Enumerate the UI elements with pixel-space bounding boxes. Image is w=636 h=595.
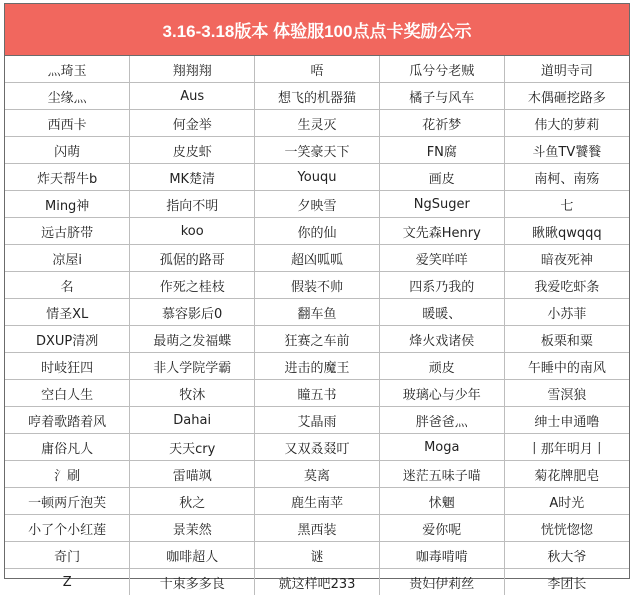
winner-name-cell: 远古脐带 <box>5 218 130 245</box>
notice-panel <box>4 3 630 579</box>
winner-name-cell: NgSuger <box>379 191 504 218</box>
winner-name-cell: 假装不帅 <box>255 272 380 299</box>
winner-name-cell: 空白人生 <box>5 380 130 407</box>
table-row <box>5 353 629 380</box>
table-row <box>5 83 629 110</box>
winner-name-cell: 西西卡 <box>5 110 130 137</box>
winner-name-cell: DXUP清冽 <box>5 326 130 353</box>
winner-name-cell: 南柯、南殇 <box>504 164 629 191</box>
winner-name-cell: 伟大的萝莉 <box>504 110 629 137</box>
winner-name-cell: 恍恍惚惚 <box>504 515 629 542</box>
winner-name-cell: 就这样吧233 <box>255 569 380 595</box>
winner-name-cell: 进击的魔王 <box>255 353 380 380</box>
winner-name-cell: 画皮 <box>379 164 504 191</box>
table-row <box>5 110 629 137</box>
winner-name-cell: 天天cry <box>130 434 255 461</box>
table-row <box>5 56 629 83</box>
winner-name-cell: 烽火戏诸侯 <box>379 326 504 353</box>
winner-name-cell: 小了个小红莲 <box>5 515 130 542</box>
winner-name-cell: 景茉然 <box>130 515 255 542</box>
winner-name-cell: 迷茫五味子喵 <box>379 461 504 488</box>
winner-name-cell: 十束多多良 <box>130 569 255 595</box>
winner-name-cell: 暗夜死神 <box>504 245 629 272</box>
winner-name-cell: 七 <box>504 191 629 218</box>
winner-name-cell: 唔 <box>255 56 380 83</box>
winner-name-cell: Youqu <box>255 164 380 191</box>
winner-name-cell: 橘子与风车 <box>379 83 504 110</box>
winners-table-body <box>5 56 629 595</box>
table-row <box>5 191 629 218</box>
table-row <box>5 488 629 515</box>
winner-name-cell: 丨那年明月丨 <box>504 434 629 461</box>
winner-name-cell: 慕容影后0 <box>130 299 255 326</box>
table-row <box>5 542 629 569</box>
table-row <box>5 218 629 245</box>
winner-name-cell: 超凶呱呱 <box>255 245 380 272</box>
winner-name-cell: 午睡中的南风 <box>504 353 629 380</box>
winner-name-cell: 胖爸爸灬 <box>379 407 504 434</box>
table-row <box>5 245 629 272</box>
winner-name-cell: 小苏菲 <box>504 299 629 326</box>
winner-name-cell: 孤倨的路哥 <box>130 245 255 272</box>
winner-name-cell: 非人学院学霸 <box>130 353 255 380</box>
table-row <box>5 461 629 488</box>
table-row <box>5 569 629 595</box>
winner-name-cell: 李团长 <box>504 569 629 595</box>
winner-name-cell: 花祈梦 <box>379 110 504 137</box>
winner-name-cell: 鹿生南苹 <box>255 488 380 515</box>
winner-name-cell: 狂赛之车前 <box>255 326 380 353</box>
table-row <box>5 515 629 542</box>
winner-name-cell: 生灵灭 <box>255 110 380 137</box>
winner-name-cell: 时岐狂四 <box>5 353 130 380</box>
winner-name-cell: 谜 <box>255 542 380 569</box>
winner-name-cell: 斗鱼TV饕餮 <box>504 137 629 164</box>
winner-name-cell: 情圣XL <box>5 299 130 326</box>
winner-name-cell: 牧沐 <box>130 380 255 407</box>
winner-name-cell: 瞅瞅qwqqq <box>504 218 629 245</box>
winner-name-cell: 咖啡超人 <box>130 542 255 569</box>
winner-name-cell: 瞳五书 <box>255 380 380 407</box>
table-row <box>5 407 629 434</box>
table-row <box>5 434 629 461</box>
winner-name-cell: 何金举 <box>130 110 255 137</box>
winners-table <box>5 56 629 595</box>
winner-name-cell: 板栗和粟 <box>504 326 629 353</box>
winner-name-cell: 木偶砸挖路多 <box>504 83 629 110</box>
winner-name-cell: 雷喵飒 <box>130 461 255 488</box>
winner-name-cell: 道明寺司 <box>504 56 629 83</box>
winner-name-cell: 最萌之发福蝶 <box>130 326 255 353</box>
winner-name-cell: FN腐 <box>379 137 504 164</box>
winner-name-cell: 奇门 <box>5 542 130 569</box>
winner-name-cell: 氵刷 <box>5 461 130 488</box>
table-row <box>5 326 629 353</box>
winner-name-cell: 凉屋i <box>5 245 130 272</box>
winner-name-cell: Z <box>5 569 130 595</box>
winner-name-cell: 文先森Henry <box>379 218 504 245</box>
winner-name-cell: A时光 <box>504 488 629 515</box>
table-row <box>5 380 629 407</box>
winner-name-cell: 玻璃心与少年 <box>379 380 504 407</box>
winner-name-cell: 哼着歌踏着风 <box>5 407 130 434</box>
winner-name-cell: 瓜兮兮老贼 <box>379 56 504 83</box>
winner-name-cell: 暖暖、 <box>379 299 504 326</box>
winner-name-cell: Ming神 <box>5 191 130 218</box>
winner-name-cell: 黑西装 <box>255 515 380 542</box>
winner-name-cell: 作死之桂枝 <box>130 272 255 299</box>
winner-name-cell: 怵魍 <box>379 488 504 515</box>
winner-name-cell: 翔翔翔 <box>130 56 255 83</box>
winner-name-cell: MK楚清 <box>130 164 255 191</box>
winner-name-cell: Dahai <box>130 407 255 434</box>
winner-name-cell: 咖毒啃啃 <box>379 542 504 569</box>
winner-name-cell: 名 <box>5 272 130 299</box>
winner-name-cell: 一顿两斤泡芙 <box>5 488 130 515</box>
winner-name-cell: 贵妇伊莉丝 <box>379 569 504 595</box>
winner-name-cell: 一笑豪天下 <box>255 137 380 164</box>
winner-name-cell: 莫离 <box>255 461 380 488</box>
table-row <box>5 299 629 326</box>
winner-name-cell: 顽皮 <box>379 353 504 380</box>
winner-name-cell: 指向不明 <box>130 191 255 218</box>
winner-name-cell: 四系乃我的 <box>379 272 504 299</box>
winner-name-cell: 秋之 <box>130 488 255 515</box>
notice-title: 3.16-3.18版本 体验服100点点卡奖励公示 <box>5 4 629 56</box>
table-row <box>5 137 629 164</box>
winner-name-cell: Aus <box>130 83 255 110</box>
winner-name-cell: 灬琦玉 <box>5 56 130 83</box>
winner-name-cell: 翻车鱼 <box>255 299 380 326</box>
winner-name-cell: koo <box>130 218 255 245</box>
winner-name-cell: 雪溟狼 <box>504 380 629 407</box>
winner-name-cell: 炸天帮牛b <box>5 164 130 191</box>
table-row <box>5 164 629 191</box>
winner-name-cell: 爱你呢 <box>379 515 504 542</box>
winner-name-cell: Moga <box>379 434 504 461</box>
winner-name-cell: 艾晶雨 <box>255 407 380 434</box>
winner-name-cell: 皮皮虾 <box>130 137 255 164</box>
winner-name-cell: 我爱吃虾条 <box>504 272 629 299</box>
winner-name-cell: 想飞的机器猫 <box>255 83 380 110</box>
winner-name-cell: 爱笑咩咩 <box>379 245 504 272</box>
winner-name-cell: 尘缘灬 <box>5 83 130 110</box>
winner-name-cell: 菊花牌肥皂 <box>504 461 629 488</box>
winner-name-cell: 夕映雪 <box>255 191 380 218</box>
winner-name-cell: 又双叒叕叮 <box>255 434 380 461</box>
winner-name-cell: 绅士申通噜 <box>504 407 629 434</box>
table-row <box>5 272 629 299</box>
winner-name-cell: 闪萌 <box>5 137 130 164</box>
winner-name-cell: 你的仙 <box>255 218 380 245</box>
winner-name-cell: 庸俗凡人 <box>5 434 130 461</box>
winner-name-cell: 秋大爷 <box>504 542 629 569</box>
